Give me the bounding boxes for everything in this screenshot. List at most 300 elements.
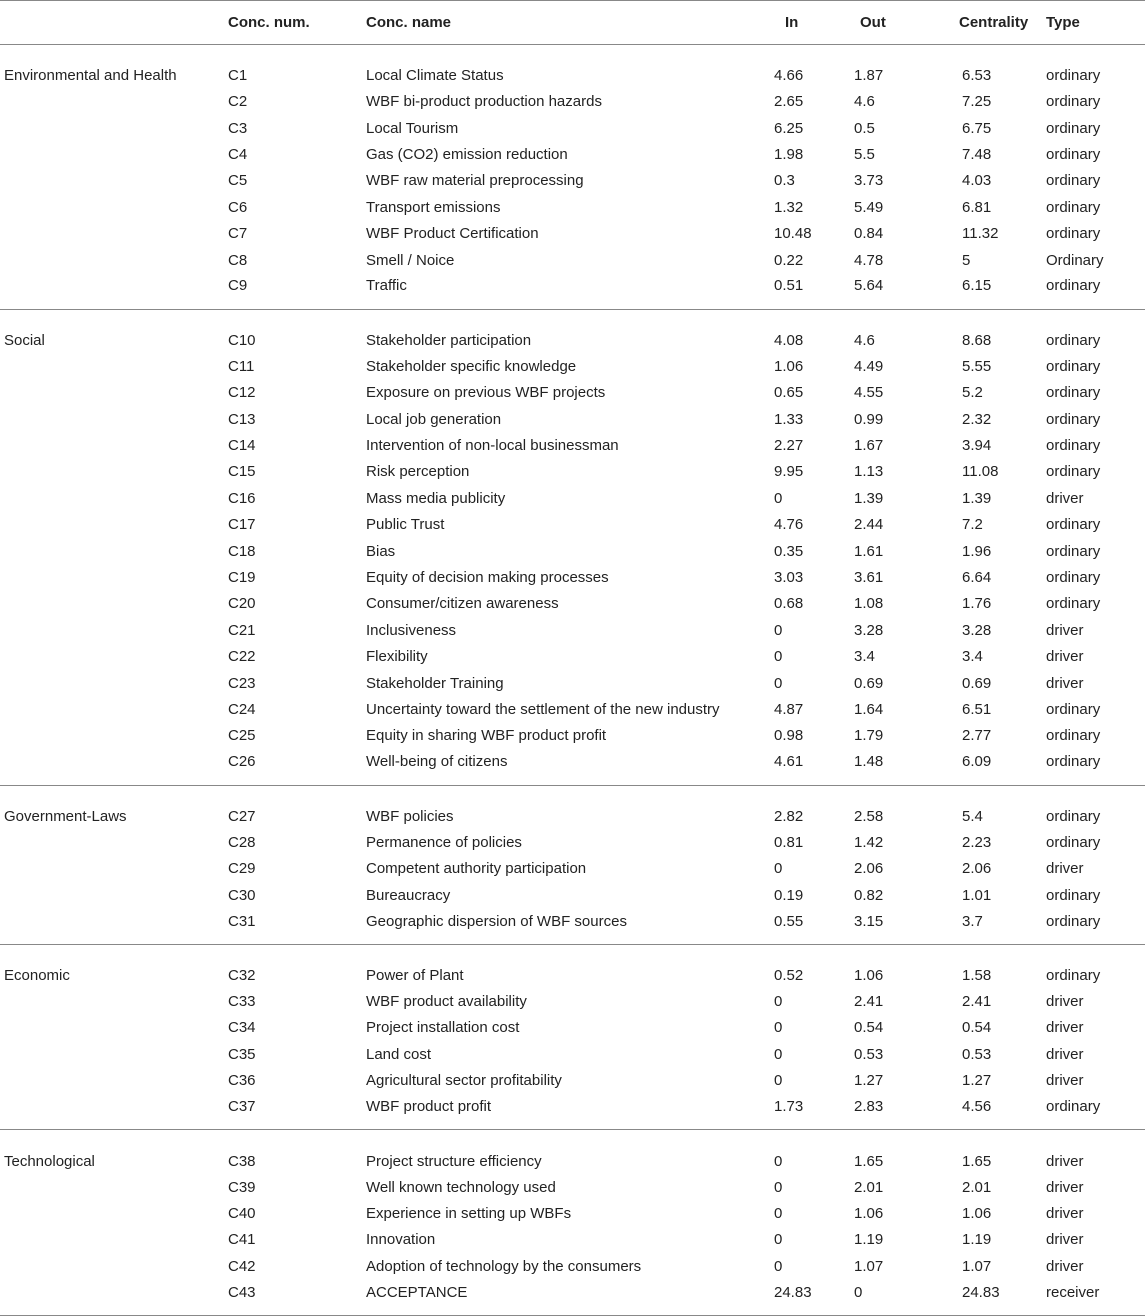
conc-name-cell: WBF product availability	[366, 992, 527, 1010]
table-row	[0, 1174, 1145, 1200]
centrality-cell: 3.4	[962, 648, 983, 666]
header-conc-num: Conc. num.	[228, 1, 366, 45]
conc-name-cell: Permanence of policies	[366, 833, 522, 851]
table-row	[0, 141, 1145, 167]
in-cell: 1.06	[774, 357, 804, 375]
in-cell: 0	[774, 648, 783, 666]
conc-name-cell: Stakeholder Training	[366, 674, 504, 692]
table-row	[0, 220, 1145, 246]
out-cell: 5.49	[854, 198, 884, 216]
centrality-cell: 24.83	[916, 1279, 1045, 1315]
category-cell	[0, 1174, 228, 1200]
conc-num-cell: C24	[228, 701, 256, 718]
conc-name-cell: Bias	[366, 542, 396, 560]
type-cell: ordinary	[1046, 833, 1101, 851]
header-row	[0, 1, 1145, 45]
conc-num-cell: C9	[228, 273, 366, 309]
table-row	[0, 1200, 1145, 1226]
conc-num-cell: C11	[228, 357, 255, 375]
conc-name-cell: Competent authority participation	[366, 860, 587, 878]
centrality-cell: 5.55	[962, 357, 992, 375]
category-cell	[0, 1253, 228, 1279]
conc-num-cell: C32	[228, 967, 256, 985]
in-cell: 0	[774, 1178, 783, 1196]
header-out: Out	[824, 1, 916, 45]
category-cell	[0, 220, 228, 246]
in-cell: 2.65	[774, 93, 804, 111]
type-cell: driver	[1046, 648, 1084, 666]
category-cell	[0, 538, 228, 564]
category-cell	[0, 644, 228, 670]
in-cell: 0.35	[774, 542, 804, 560]
in-cell: 0	[774, 1204, 783, 1222]
table-row	[0, 696, 1145, 722]
conc-name-cell: Well known technology used	[366, 1178, 556, 1196]
conc-num-cell: C34	[228, 1019, 256, 1037]
type-cell: ordinary	[1046, 437, 1101, 455]
centrality-cell: 3.7	[916, 908, 1045, 944]
conc-num-cell: C35	[228, 1045, 256, 1063]
in-cell: 3.03	[774, 569, 804, 587]
in-cell: 4.87	[774, 701, 804, 718]
in-cell: 0.19	[774, 886, 804, 904]
centrality-cell: 2.01	[962, 1178, 992, 1196]
centrality-cell: 4.03	[962, 172, 992, 190]
out-cell: 0.53	[854, 1045, 884, 1063]
out-cell: 3.4	[854, 648, 875, 666]
conc-num-cell: C4	[228, 145, 248, 163]
conc-name-cell: Equity in sharing WBF product profit	[366, 727, 607, 745]
conc-num-cell: C10	[228, 331, 256, 349]
conc-num-cell: C7	[228, 225, 248, 243]
conc-num-cell: C19	[228, 569, 256, 587]
conc-num-cell: C1	[228, 67, 248, 85]
type-cell: ordinary	[1046, 595, 1101, 613]
in-cell: 0.3	[774, 172, 795, 190]
table-row	[0, 644, 1145, 670]
category-cell	[0, 115, 228, 141]
table-row	[0, 1094, 1145, 1130]
table-header	[0, 1, 1145, 45]
header-type: Type	[1045, 1, 1145, 45]
type-cell: ordinary	[1046, 807, 1101, 825]
type-cell: ordinary	[1046, 463, 1101, 481]
out-cell: 5.64	[824, 273, 916, 309]
type-cell: ordinary	[1046, 516, 1101, 534]
type-cell: driver	[1046, 860, 1084, 878]
conc-num-cell: C20	[228, 595, 256, 613]
out-cell: 1.65	[854, 1152, 884, 1170]
conc-num-cell: C42	[228, 1257, 256, 1275]
category-cell	[0, 1279, 228, 1315]
table-row	[0, 1067, 1145, 1093]
table-row	[0, 564, 1145, 590]
type-cell: driver	[1046, 992, 1084, 1010]
conc-num-cell: C29	[228, 860, 256, 878]
in-cell: 0	[774, 1231, 783, 1249]
conc-num-cell: C3	[228, 119, 248, 137]
category-cell	[0, 670, 228, 696]
table-body	[0, 45, 1145, 1316]
conc-name-cell: Exposure on previous WBF projects	[366, 384, 606, 402]
conc-num-cell: C31	[228, 908, 366, 944]
type-cell: ordinary	[1046, 542, 1101, 560]
category-cell	[0, 855, 228, 881]
conc-name-cell: Local Climate Status	[366, 67, 504, 85]
in-cell: 4.08	[774, 331, 804, 349]
category-cell: Social	[4, 331, 45, 349]
conc-name-cell: Experience in setting up WBFs	[366, 1204, 572, 1222]
centrality-cell: 1.39	[962, 489, 992, 507]
conc-num-cell: C25	[228, 727, 256, 745]
out-cell: 1.39	[854, 489, 884, 507]
header-centrality: Centrality	[916, 1, 1045, 45]
type-cell: receiver	[1045, 1279, 1145, 1315]
type-cell: ordinary	[1046, 331, 1101, 349]
out-cell: 0.69	[854, 674, 884, 692]
in-cell: 0	[774, 1019, 783, 1037]
out-cell: 0.82	[854, 886, 884, 904]
conc-name-cell: Project installation cost	[366, 1019, 520, 1037]
table-row	[0, 512, 1145, 538]
category-cell	[0, 89, 228, 115]
type-cell: ordinary	[1046, 172, 1101, 190]
conc-num-cell: C15	[228, 463, 256, 481]
table-row	[0, 591, 1145, 617]
centrality-cell: 5	[962, 251, 971, 269]
centrality-cell: 1.06	[962, 1204, 992, 1222]
in-cell: 0	[774, 489, 783, 507]
table-row	[0, 785, 1145, 829]
centrality-cell: 1.76	[962, 595, 992, 613]
table-row	[0, 194, 1145, 220]
out-cell: 4.78	[854, 251, 884, 269]
category-cell	[0, 564, 228, 590]
in-cell: 9.95	[774, 463, 804, 481]
category-cell	[0, 194, 228, 220]
conc-name-cell: Bureaucracy	[366, 886, 451, 904]
type-cell: ordinary	[1046, 93, 1101, 111]
category-cell	[0, 723, 228, 749]
out-cell: 4.6	[854, 331, 875, 349]
category-cell	[0, 1227, 228, 1253]
conc-name-cell: Geographic dispersion of WBF sources	[366, 908, 760, 944]
centrality-cell: 8.68	[962, 331, 992, 349]
conc-num-cell: C37	[228, 1094, 366, 1130]
table-row	[0, 1279, 1145, 1315]
conc-name-cell: WBF policies	[366, 807, 454, 825]
table-row	[0, 538, 1145, 564]
type-cell: driver	[1046, 621, 1084, 639]
table-row	[0, 944, 1145, 988]
in-cell: 0	[774, 1152, 783, 1170]
in-cell: 24.83	[760, 1279, 824, 1315]
centrality-cell: 7.25	[962, 93, 992, 111]
conc-num-cell: C16	[228, 489, 256, 507]
conc-name-cell: Risk perception	[366, 463, 470, 481]
out-cell: 0.99	[854, 410, 884, 428]
out-cell: 1.07	[854, 1257, 884, 1275]
conc-num-cell: C41	[228, 1231, 256, 1249]
table-row	[0, 406, 1145, 432]
centrality-cell: 0.54	[962, 1019, 992, 1037]
in-cell: 4.76	[774, 516, 804, 534]
out-cell: 1.61	[854, 542, 884, 560]
out-cell: 3.73	[854, 172, 884, 190]
centrality-cell: 5.2	[962, 384, 983, 402]
out-cell: 3.15	[824, 908, 916, 944]
centrality-cell: 6.15	[916, 273, 1045, 309]
category-cell	[0, 696, 228, 722]
centrality-cell: 6.53	[962, 67, 992, 85]
table-row	[0, 829, 1145, 855]
in-cell: 0	[774, 674, 783, 692]
conc-name-cell: Adoption of technology by the consumers	[366, 1257, 642, 1275]
category-cell	[0, 1094, 228, 1130]
conc-name-cell: Traffic	[366, 273, 760, 309]
category-cell	[0, 247, 228, 273]
type-cell: ordinary	[1046, 701, 1101, 718]
conc-name-cell: Smell / Noice	[366, 251, 455, 269]
conc-num-cell: C30	[228, 886, 256, 904]
conc-num-cell: C21	[228, 621, 256, 639]
type-cell: ordinary	[1045, 273, 1145, 309]
centrality-cell: 2.06	[962, 860, 992, 878]
conc-name-cell: Local job generation	[366, 410, 502, 428]
type-cell: ordinary	[1046, 410, 1101, 428]
conc-num-cell: C8	[228, 251, 248, 269]
in-cell: 1.98	[774, 145, 804, 163]
conc-name-cell: Stakeholder participation	[366, 331, 532, 349]
category-cell	[0, 617, 228, 643]
category-cell	[0, 1015, 228, 1041]
conc-num-cell: C38	[228, 1152, 256, 1170]
in-cell: 0	[774, 1072, 783, 1090]
category-cell: Government-Laws	[4, 807, 127, 825]
out-cell: 3.28	[854, 621, 884, 639]
in-cell: 0	[774, 992, 783, 1010]
category-cell	[0, 141, 228, 167]
conc-num-cell: C39	[228, 1178, 256, 1196]
category-cell	[0, 485, 228, 511]
centrality-cell: 3.28	[962, 621, 992, 639]
centrality-cell: 1.19	[962, 1231, 992, 1249]
out-cell: 1.67	[854, 437, 884, 455]
conc-num-cell: C14	[228, 437, 256, 455]
type-cell: ordinary	[1046, 384, 1101, 402]
type-cell: ordinary	[1046, 569, 1101, 587]
table-row	[0, 749, 1145, 785]
table-row	[0, 855, 1145, 881]
centrality-cell: 6.64	[962, 569, 992, 587]
conc-name-cell: Local Tourism	[366, 119, 459, 137]
type-cell: ordinary	[1046, 198, 1101, 216]
table-row	[0, 1227, 1145, 1253]
centrality-cell: 1.96	[962, 542, 992, 560]
table-row	[0, 168, 1145, 194]
conc-num-cell: C2	[228, 93, 248, 111]
centrality-cell: 7.2	[962, 516, 983, 534]
conc-name-cell: ACCEPTANCE	[366, 1279, 760, 1315]
conc-num-cell: C40	[228, 1204, 256, 1222]
type-cell: driver	[1046, 1072, 1084, 1090]
conc-num-cell: C43	[228, 1279, 366, 1315]
out-cell: 1.64	[854, 701, 884, 718]
out-cell: 1.08	[854, 595, 884, 613]
out-cell: 4.6	[854, 93, 875, 111]
table-row	[0, 247, 1145, 273]
out-cell: 0.84	[854, 225, 884, 243]
conc-name-cell: WBF bi-product production hazards	[366, 93, 602, 111]
category-cell	[0, 459, 228, 485]
type-cell: driver	[1046, 1178, 1084, 1196]
table-row	[0, 882, 1145, 908]
conc-name-cell: Uncertainty toward the settlement of the new industry	[366, 701, 720, 718]
out-cell: 2.06	[854, 860, 884, 878]
type-cell: ordinary	[1046, 67, 1101, 85]
centrality-cell: 7.48	[962, 145, 992, 163]
type-cell: ordinary	[1046, 727, 1101, 745]
in-cell: 0.65	[774, 384, 804, 402]
out-cell: 1.87	[854, 67, 884, 85]
centrality-cell: 2.41	[962, 992, 992, 1010]
in-cell: 4.66	[774, 67, 804, 85]
out-cell: 4.49	[854, 357, 884, 375]
in-cell: 1.33	[774, 410, 804, 428]
table-row	[0, 1130, 1145, 1174]
in-cell: 0	[774, 1045, 783, 1063]
conc-name-cell: Public Trust	[366, 516, 445, 534]
type-cell: ordinary	[1046, 225, 1101, 243]
category-cell	[0, 908, 228, 944]
table-row	[0, 309, 1145, 353]
out-cell: 2.41	[854, 992, 884, 1010]
centrality-cell: 1.58	[962, 967, 992, 985]
table-row	[0, 115, 1145, 141]
type-cell: driver	[1046, 1152, 1084, 1170]
table-row	[0, 908, 1145, 944]
centrality-cell: 4.56	[916, 1094, 1045, 1130]
table-row	[0, 1041, 1145, 1067]
type-cell: ordinary	[1045, 908, 1145, 944]
in-cell: 2.27	[774, 437, 804, 455]
centrality-cell: 1.01	[962, 886, 992, 904]
out-cell: 1.06	[854, 967, 884, 985]
centrality-cell: 1.65	[962, 1152, 992, 1170]
category-cell	[0, 512, 228, 538]
in-cell: 0.51	[760, 273, 824, 309]
category-cell	[0, 353, 228, 379]
table-row	[0, 89, 1145, 115]
table-row	[0, 1253, 1145, 1279]
in-cell: 0	[774, 1257, 783, 1275]
conc-num-cell: C17	[228, 516, 256, 534]
table-row	[0, 45, 1145, 89]
conc-num-cell: C33	[228, 992, 256, 1010]
centrality-cell: 5.4	[962, 807, 983, 825]
conc-name-cell: WBF Product Certification	[366, 225, 539, 243]
type-cell: ordinary	[1046, 886, 1101, 904]
table-row	[0, 723, 1145, 749]
conc-name-cell: Land cost	[366, 1045, 432, 1063]
centrality-cell: 6.09	[916, 749, 1045, 785]
type-cell: driver	[1046, 674, 1084, 692]
out-cell: 1.06	[854, 1204, 884, 1222]
centrality-cell: 2.32	[962, 410, 992, 428]
conc-name-cell: Well-being of citizens	[366, 749, 760, 785]
centrality-cell: 2.77	[962, 727, 992, 745]
centrality-cell: 11.32	[962, 225, 999, 243]
conc-name-cell: Consumer/citizen awareness	[366, 595, 559, 613]
in-cell: 0.52	[774, 967, 804, 985]
category-cell: Environmental and Health	[4, 67, 177, 85]
category-cell: Technological	[4, 1152, 95, 1170]
conc-name-cell: Mass media publicity	[366, 489, 506, 507]
type-cell: ordinary	[1045, 1094, 1145, 1130]
in-cell: 0.55	[760, 908, 824, 944]
centrality-cell: 1.27	[962, 1072, 992, 1090]
conc-name-cell: Stakeholder specific knowledge	[366, 357, 577, 375]
centrality-cell: 6.51	[962, 701, 992, 718]
out-cell: 0.54	[854, 1019, 884, 1037]
centrality-cell: 6.81	[962, 198, 992, 216]
header-category	[0, 1, 228, 45]
conc-name-cell: Equity of decision making processes	[366, 569, 609, 587]
in-cell: 0	[774, 621, 783, 639]
conc-name-cell: Innovation	[366, 1231, 436, 1249]
table-row	[0, 459, 1145, 485]
type-cell: ordinary	[1046, 145, 1101, 163]
out-cell: 1.48	[824, 749, 916, 785]
header-in: In	[760, 1, 824, 45]
conc-name-cell: Intervention of non-local businessman	[366, 437, 619, 455]
category-cell	[0, 749, 228, 785]
table-row	[0, 380, 1145, 406]
table-row	[0, 432, 1145, 458]
conc-name-cell: Inclusiveness	[366, 621, 457, 639]
out-cell: 2.44	[854, 516, 884, 534]
in-cell: 0.68	[774, 595, 804, 613]
out-cell: 0.5	[854, 119, 875, 137]
conc-name-cell: Gas (CO2) emission reduction	[366, 145, 568, 163]
centrality-cell: 0.53	[962, 1045, 992, 1063]
out-cell: 4.55	[854, 384, 884, 402]
type-cell: ordinary	[1046, 357, 1101, 375]
conc-num-cell: C28	[228, 833, 256, 851]
conc-name-cell: Power of Plant	[366, 967, 464, 985]
in-cell: 4.61	[760, 749, 824, 785]
centrality-cell: 3.94	[962, 437, 992, 455]
table-row	[0, 485, 1145, 511]
category-cell	[0, 591, 228, 617]
in-cell: 1.73	[760, 1094, 824, 1130]
conc-num-cell: C36	[228, 1072, 256, 1090]
category-cell	[0, 1200, 228, 1226]
in-cell: 0.22	[774, 251, 804, 269]
out-cell: 1.27	[854, 1072, 884, 1090]
category-cell	[0, 168, 228, 194]
conc-num-cell: C27	[228, 807, 256, 825]
centrality-cell: 11.08	[962, 463, 999, 481]
out-cell: 5.5	[854, 145, 875, 163]
type-cell: ordinary	[1046, 967, 1101, 985]
category-cell	[0, 988, 228, 1014]
in-cell: 1.32	[774, 198, 804, 216]
type-cell: ordinary	[1046, 119, 1101, 137]
type-cell: driver	[1046, 1045, 1084, 1063]
category-cell	[0, 380, 228, 406]
header-conc-name: Conc. name	[366, 1, 760, 45]
